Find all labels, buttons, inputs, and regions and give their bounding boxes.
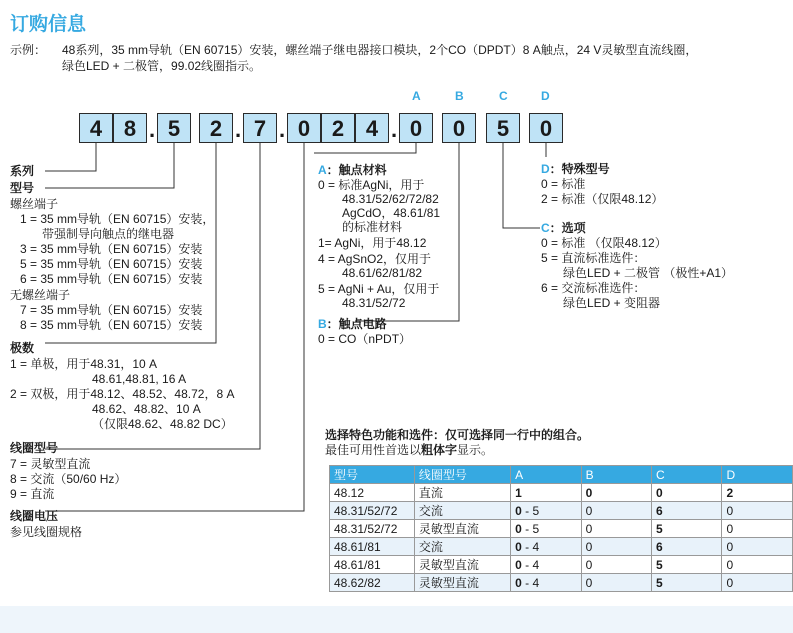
cell-model-text: 48.12 — [334, 485, 365, 500]
contact-circuit-label: ：触点电路 — [326, 317, 387, 331]
cell-b-text: 0 — [585, 521, 593, 536]
table-header-row — [330, 466, 793, 484]
contact-material-line: 5 = AgNi + Au，仅用于 — [318, 282, 440, 296]
cell-a — [511, 574, 581, 592]
cell-d-text: 0 — [726, 521, 734, 536]
coil-voltage-label: 线圈电压 — [10, 509, 59, 523]
cell-coil-text: 交流 — [418, 540, 443, 554]
cell-b — [581, 538, 651, 556]
special-line: 0 = 标准 — [541, 177, 586, 191]
cell-a-text: - 5 — [521, 503, 540, 518]
cell-b — [581, 484, 651, 502]
cell-d — [722, 538, 793, 556]
cell-c-text: 5 — [656, 575, 663, 590]
table-row — [330, 574, 793, 592]
poles-line: 2 = 双极，用于48.12、48.52、48.72，8 A — [10, 387, 235, 401]
cell-coil-text: 直流 — [418, 486, 443, 500]
cell-c — [652, 502, 722, 520]
contact-material-label: ：触点材料 — [326, 163, 387, 177]
selection-table — [329, 465, 793, 592]
cell-a-text: 0 — [515, 557, 522, 572]
connector-type — [45, 143, 174, 188]
contact-circuit-heading — [318, 317, 387, 332]
type-item: 1 = 35 mm导轨（EN 60715）安装， — [20, 212, 215, 226]
special-label: ：特殊型号 — [549, 162, 610, 176]
code-digit-5: 7 — [243, 113, 277, 143]
screwless-heading: 无螺丝端子 — [10, 288, 71, 302]
example-line-2: 绿色LED + 二极管，99.02线圈指示。 — [62, 59, 262, 73]
subtitle-pre: 最佳可用性首选以 — [325, 443, 422, 457]
cell-d — [722, 484, 793, 502]
cell-coil-text: 灵敏型直流 — [418, 522, 479, 536]
contact-material-line: 的标准材料 — [342, 220, 403, 234]
cell-model — [330, 538, 415, 556]
cell-c — [652, 574, 722, 592]
options-line: 5 = 直流标准选件： — [541, 251, 646, 265]
contact-material-line: 48.61/62/81/82 — [342, 266, 423, 280]
cell-d — [722, 574, 793, 592]
cell-c — [652, 556, 722, 574]
selection-subtitle — [325, 443, 493, 458]
code-digit-1: 4 — [79, 113, 113, 143]
cell-model — [330, 502, 415, 520]
cell-d — [722, 502, 793, 520]
connector-contact-material — [314, 143, 416, 153]
code-dot-1: . — [149, 117, 156, 142]
connector-series — [45, 143, 96, 171]
cell-d-text: 0 — [726, 575, 734, 590]
cell-d-text: 0 — [726, 503, 734, 518]
poles-line: 1 = 单极，用于48.31，10 A — [10, 357, 158, 371]
type-item: 3 = 35 mm导轨（EN 60715）安装 — [20, 242, 203, 256]
cell-b-text: 0 — [585, 503, 593, 518]
table-row — [330, 556, 793, 574]
coil-voltage-line: 参见线圈规格 — [10, 525, 83, 539]
cell-a-text: - 5 — [521, 521, 540, 536]
cell-coil — [414, 538, 510, 556]
selection-title: 选择特色功能和选件：仅可选择同一行中的组合。 — [325, 428, 590, 442]
cell-coil-text: 灵敏型直流 — [418, 558, 479, 572]
cell-coil — [414, 556, 510, 574]
series-label: 系列 — [10, 164, 35, 178]
code-digit-10: 0 — [442, 113, 476, 143]
cell-a-text: 1 — [515, 485, 522, 500]
cell-c — [652, 538, 722, 556]
cell-c-text: 5 — [656, 557, 663, 572]
code-digit-3: 5 — [157, 113, 191, 143]
code-digit-6: 0 — [287, 113, 321, 143]
cell-c-text: 6 — [656, 503, 663, 518]
options-line: 6 = 交流标准选件： — [541, 281, 646, 295]
letter-c: C — [541, 221, 550, 235]
contact-material-line: AgCdO，48.61/81 — [342, 206, 441, 220]
example-line-1: 48系列，35 mm导轨（EN 60715）安装，螺丝端子继电器接口模块，2个CO（DPDT）8 A触点，24 V灵敏型直流线圈， — [62, 43, 698, 57]
cell-coil — [414, 502, 510, 520]
type-item: 6 = 35 mm导轨（EN 60715）安装 — [20, 272, 203, 286]
coil-type-label: 线圈型号 — [10, 441, 59, 455]
coil-type-line: 7 = 灵敏型直流 — [10, 457, 91, 471]
contact-material-line: 0 = 标准AgNi，用于 — [318, 178, 425, 192]
options-label: ：选项 — [549, 221, 586, 235]
table-row — [330, 502, 793, 520]
poles-line: （仅限48.62、48.82 DC） — [92, 417, 233, 431]
code-dot-4: . — [391, 117, 398, 142]
cell-coil-text: 灵敏型直流 — [418, 576, 479, 590]
special-heading — [541, 162, 610, 177]
cell-d — [722, 556, 793, 574]
cell-model-text: 48.61/81 — [334, 539, 381, 554]
connector-options — [503, 143, 540, 228]
contact-material-line: 4 = AgSnO2，仅用于 — [318, 252, 432, 266]
cell-model — [330, 484, 415, 502]
cell-coil — [414, 484, 510, 502]
cell-a-text: - 4 — [521, 575, 540, 590]
cell-a-text: 0 — [515, 503, 522, 518]
type-label: 型号 — [10, 181, 35, 195]
page-title: 订购信息 — [10, 14, 87, 35]
cell-b-text: 0 — [585, 575, 593, 590]
cell-b — [581, 520, 651, 538]
cell-b — [581, 502, 651, 520]
letter-d: D — [541, 162, 550, 176]
table-row — [330, 538, 793, 556]
code-digit-12: 0 — [529, 113, 563, 143]
code-dot-3: . — [279, 117, 286, 142]
screw-heading: 螺丝端子 — [10, 197, 59, 211]
code-digit-4: 2 — [199, 113, 233, 143]
options-heading — [541, 221, 586, 236]
header-d: D — [722, 466, 793, 484]
coil-type-line: 9 = 直流 — [10, 487, 55, 501]
subtitle-bold: 粗体字 — [421, 443, 458, 457]
header-model: 型号 — [330, 466, 415, 484]
cell-d — [722, 520, 793, 538]
poles-line: 48.62、48.82、10 A — [92, 402, 201, 416]
cell-coil — [414, 520, 510, 538]
cell-b — [581, 574, 651, 592]
options-line: 绿色LED + 二极管 （极性+A1） — [563, 266, 734, 280]
cell-c — [652, 484, 722, 502]
cell-coil — [414, 574, 510, 592]
cell-model-text: 48.31/52/72 — [334, 521, 398, 536]
cell-a-text: 0 — [515, 575, 522, 590]
code-digit-2: 8 — [113, 113, 147, 143]
cell-c — [652, 520, 722, 538]
cell-b-text: 0 — [585, 485, 593, 500]
letter-a: A — [318, 163, 327, 177]
header-coil: 线圈型号 — [414, 466, 510, 484]
code-digit-11: 5 — [486, 113, 520, 143]
code-digit-7: 2 — [321, 113, 355, 143]
cell-a-text: 0 — [515, 539, 522, 554]
special-line: 2 = 标准（仅限48.12） — [541, 192, 664, 206]
contact-material-line: 1= AgNi，用于48.12 — [318, 236, 427, 250]
cell-coil-text: 交流 — [418, 504, 443, 518]
letter-b: B — [318, 317, 327, 331]
type-item: 7 = 35 mm导轨（EN 60715）安装 — [20, 303, 203, 317]
contact-material-line: 48.31/52/72 — [342, 296, 406, 310]
header-c: C — [652, 466, 722, 484]
table-row — [330, 520, 793, 538]
cell-model-text: 48.62/82 — [334, 575, 381, 590]
cell-b — [581, 556, 651, 574]
cell-a — [511, 556, 581, 574]
cell-d-text: 0 — [726, 539, 734, 554]
column-letter-a: A — [412, 89, 421, 103]
subtitle-post: 显示。 — [457, 443, 494, 457]
cell-c-text: 6 — [656, 539, 663, 554]
poles-label: 极数 — [10, 341, 35, 355]
type-item: 5 = 35 mm导轨（EN 60715）安装 — [20, 257, 203, 271]
cell-model — [330, 556, 415, 574]
cell-a — [511, 538, 581, 556]
table-row — [330, 484, 793, 502]
cell-a — [511, 484, 581, 502]
column-letter-b: B — [455, 89, 464, 103]
cell-a — [511, 520, 581, 538]
header-a: A — [511, 466, 581, 484]
column-letter-c: C — [499, 89, 508, 103]
options-line: 绿色LED + 变阻器 — [563, 296, 661, 310]
code-digit-8: 4 — [355, 113, 389, 143]
code-dot-2: . — [235, 117, 242, 142]
contact-circuit-line: 0 = CO（nPDT） — [318, 332, 412, 346]
coil-type-line: 8 = 交流（50/60 Hz） — [10, 472, 127, 486]
cell-a-text: 0 — [515, 521, 522, 536]
cell-c-text: 0 — [656, 485, 663, 500]
poles-line: 48.61,48.81, 16 A — [92, 372, 187, 386]
column-letter-d: D — [541, 89, 550, 103]
code-digit-9: 0 — [399, 113, 433, 143]
cell-a-text: - 4 — [521, 539, 540, 554]
bottom-band — [0, 606, 793, 633]
contact-material-line: 48.31/52/62/72/82 — [342, 192, 439, 206]
options-line: 0 = 标准 （仅限48.12） — [541, 236, 667, 250]
cell-model — [330, 574, 415, 592]
cell-a — [511, 502, 581, 520]
example-label: 示例： — [10, 43, 47, 57]
cell-model-text: 48.61/81 — [334, 557, 381, 572]
cell-c-text: 5 — [656, 521, 663, 536]
contact-material-heading — [318, 163, 387, 178]
cell-b-text: 0 — [585, 539, 593, 554]
header-b: B — [581, 466, 651, 484]
cell-a-text: - 4 — [521, 557, 540, 572]
cell-d-text: 2 — [726, 485, 734, 500]
cell-d-text: 0 — [726, 557, 734, 572]
type-item: 带强制导向触点的继电器 — [42, 227, 175, 241]
type-item: 8 = 35 mm导轨（EN 60715）安装 — [20, 318, 203, 332]
cell-b-text: 0 — [585, 557, 593, 572]
cell-model — [330, 520, 415, 538]
cell-model-text: 48.31/52/72 — [334, 503, 398, 518]
